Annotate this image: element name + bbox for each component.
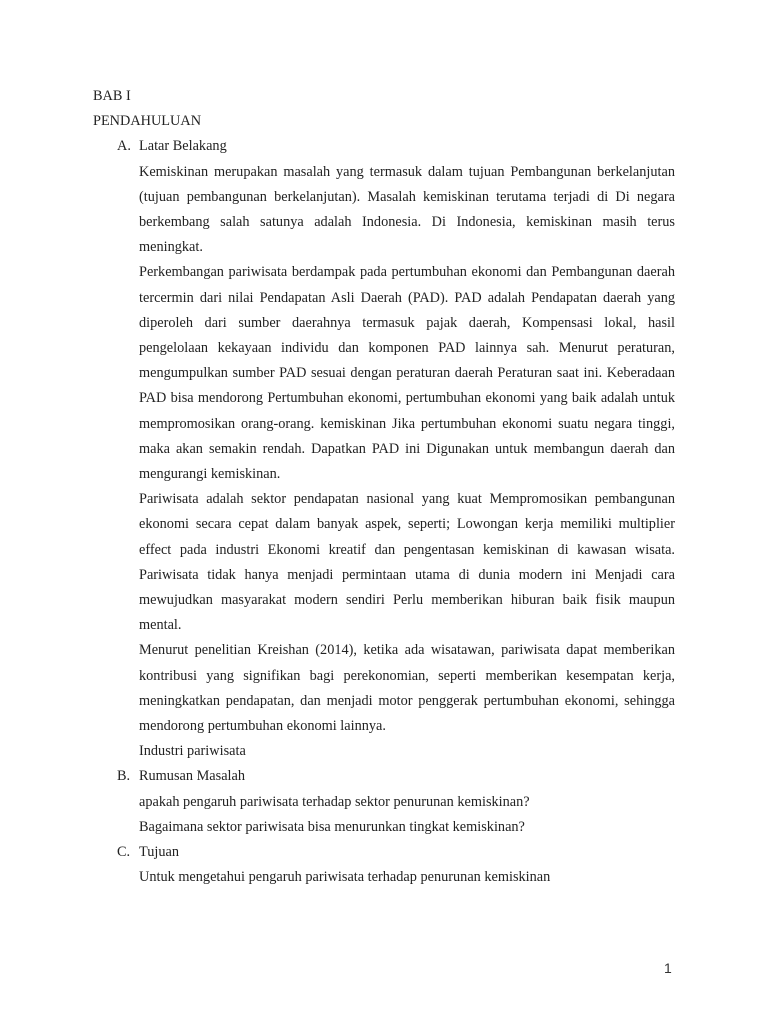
- document-body: [93, 84, 675, 891]
- paragraph: Kemiskinan merupakan masalah yang termasuk dalam tujuan Pembangunan berkelanjutan (tujuan pembangunan berkelanjutan). Masalah kemiskinan terutama terjadi di Di negara berkembang salah satunya adalah Indonesia. Di Indonesia, kemiskinan masih terus meningkat.: [139, 163, 675, 256]
- question-line: apakah pengaruh pariwisata terhadap sektor penurunan kemiskinan?: [139, 793, 530, 810]
- section-heading-c: [93, 840, 675, 865]
- chapter-title: PENDAHULUAN: [93, 113, 202, 130]
- question-line: Bagaimana sektor pariwisata bisa menurunkan tingkat kemiskinan?: [139, 818, 525, 835]
- section-letter: C.: [117, 844, 131, 861]
- page-number: 1: [664, 960, 672, 976]
- chapter-label: BAB I: [93, 88, 131, 104]
- section-heading-a: [93, 134, 675, 159]
- section-letter: A.: [117, 138, 131, 155]
- section-title: Latar Belakang: [139, 138, 227, 155]
- section-letter: B.: [117, 768, 131, 785]
- paragraph: Menurut penelitian Kreishan (2014), ketika ada wisatawan, pariwisata dapat memberikan kontribusi yang signifikan bagi perekonomian, seperti memberikan kesempatan kerja, meningkatkan pendapatan, dan menjadi motor penggerak pertumbuhan ekonomi, sehingga mendorong pertumbuhan ekonomi lainnya.: [139, 642, 675, 735]
- paragraph: Industri pariwisata: [139, 743, 246, 760]
- section-title: Tujuan: [139, 844, 179, 861]
- paragraph: Pariwisata adalah sektor pendapatan nasional yang kuat Mempromosikan pembangunan ekonomi secara cepat dalam banyak aspek, seperti; Lowongan kerja memiliki multiplier effect pada industri Ekonomi kreatif dan pengentasan kemiskinan di kawasan wisata. Pariwisata tidak hanya menjadi permintaan utama di dunia modern ini Menjadi cara mewujudkan masyarakat modern sendiri Perlu memberikan hiburan baik fisik maupun mental.: [139, 491, 675, 634]
- objective-line: Untuk mengetahui pengaruh pariwisata terhadap penurunan kemiskinan: [139, 869, 551, 886]
- paragraph: Perkembangan pariwisata berdampak pada pertumbuhan ekonomi dan Pembangunan daerah tercermin dari nilai Pendapatan Asli Daerah (PAD). PAD adalah Pendapatan daerah yang diperoleh dari sumber daerahnya termasuk pajak daerah, Kompensasi lokal, hasil pengelolaan kekayaan individu dan komponen PAD lainnya sah. Menurut peraturan, mengumpulkan sumber PAD sesuai dengan peraturan daerah Peraturan saat ini. Keberadaan PAD bisa mendorong Pertumbuhan ekonomi, pertumbuhan ekonomi yang baik adalah untuk mempromosikan orang-orang. kemiskinan Jika pertumbuhan ekonomi suatu negara tinggi, maka akan semakin rendah. Dapatkan PAD ini Digunakan untuk membangun daerah dan mengurangi kemiskinan.: [139, 264, 675, 483]
- section-title: Rumusan Masalah: [139, 768, 246, 785]
- section-heading-b: [93, 764, 675, 789]
